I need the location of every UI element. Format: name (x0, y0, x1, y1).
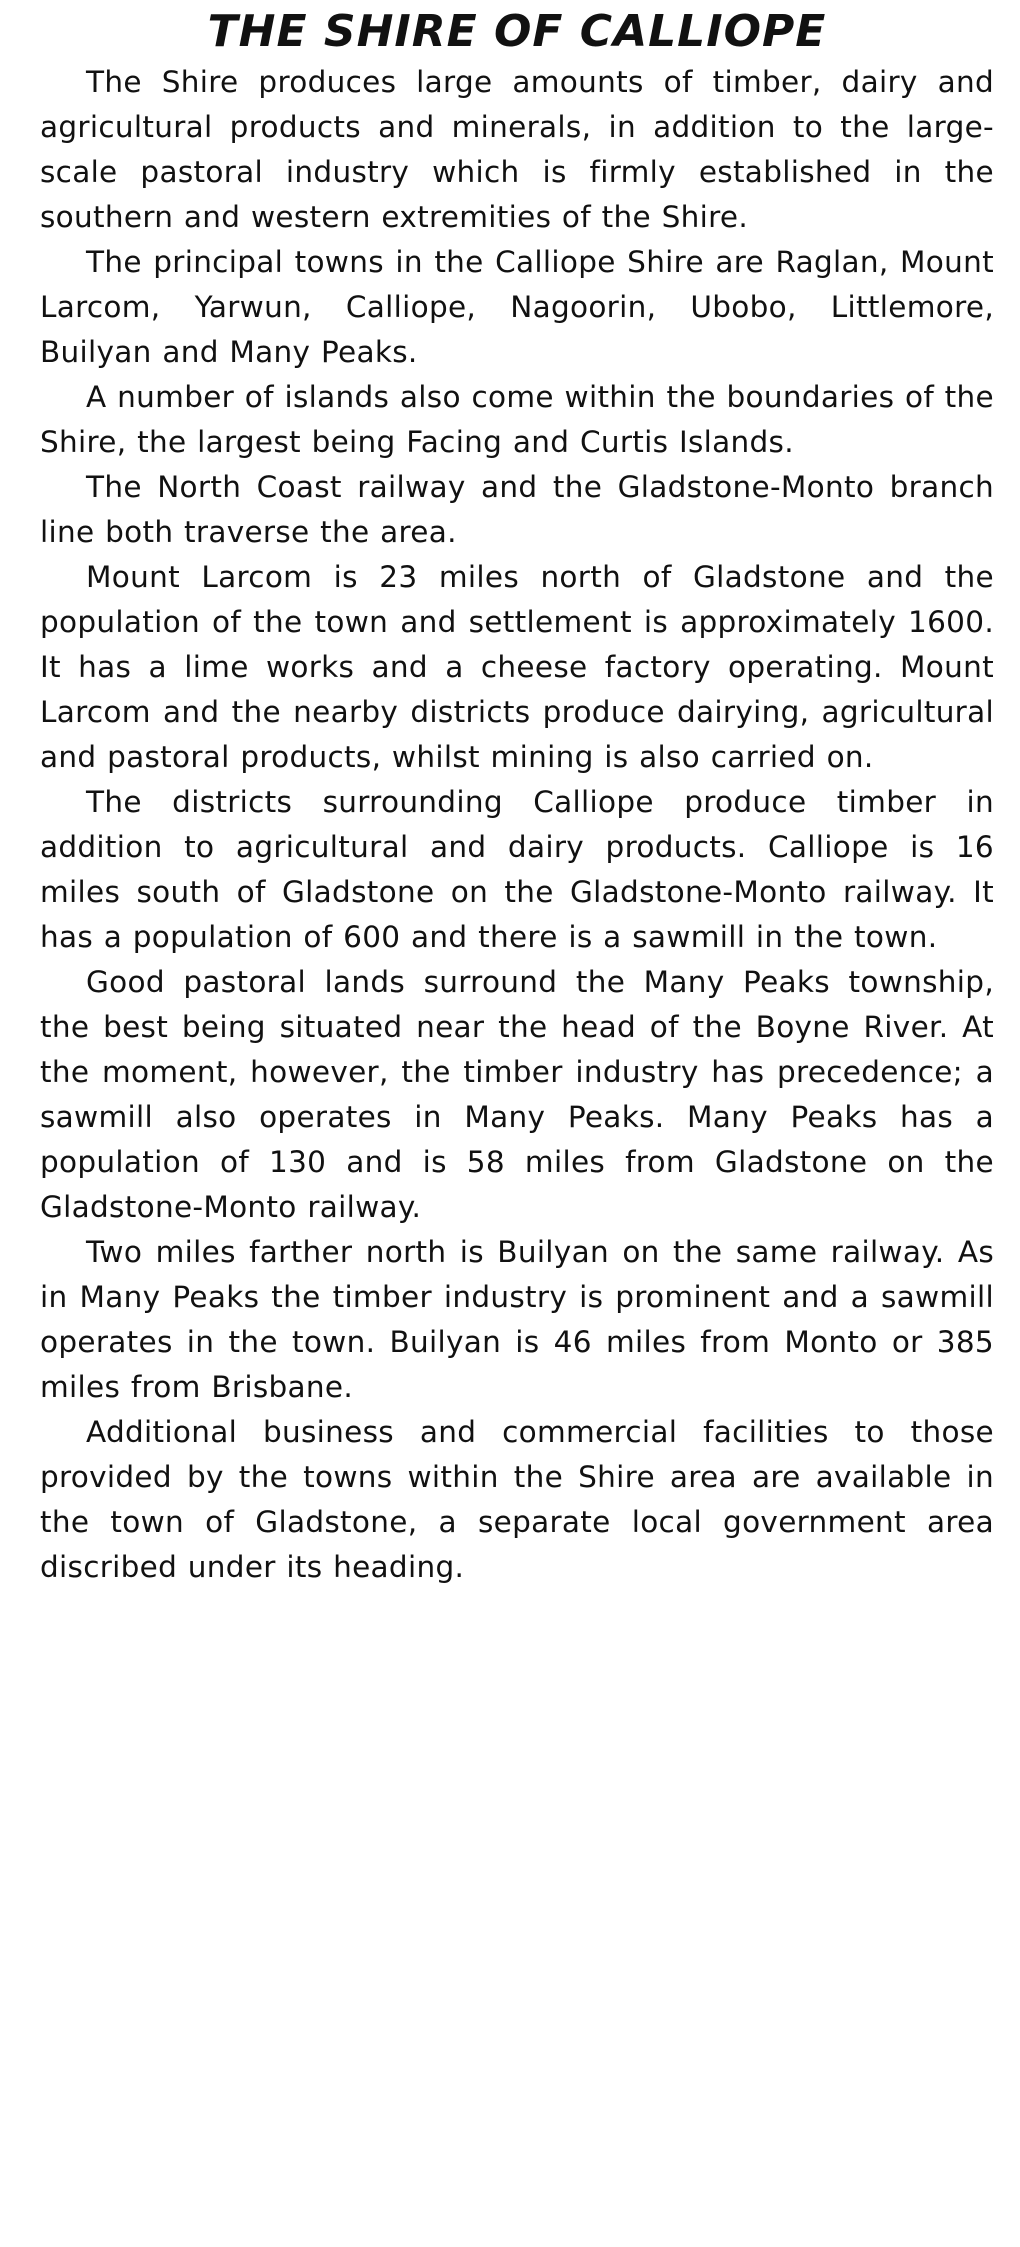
paragraph-mount-larcom: Mount Larcom is 23 miles north of Gladstone and the population of the town and settlement is approximately 1600. It has a lime works and a cheese factory operating. Mount Larcom and the nearby districts produce dairying, agricultural and pastoral products, whilst mining is also carried on. (40, 560, 994, 774)
paragraph-gladstone: Additional business and commercial facilities to those provided by the towns within the Shire area are available in the town of Gladstone, a separate local government area discribed under its heading. (40, 1415, 994, 1584)
paragraph-principal-towns: The principal towns in the Calliope Shire are Raglan, Mount Larcom, Yarwun, Calliope, Nagoorin, Ubobo, Littlemore, Builyan and Many Peaks. (40, 245, 994, 369)
paragraph-islands: A number of islands also come within the boundaries of the Shire, the largest being Facing and Curtis Islands. (40, 380, 994, 459)
paragraph-production: The Shire produces large amounts of timber, dairy and agricultural products and minerals, in addition to the large-scale pastoral industry which is firmly established in the southern and western extremities of the Shire. (40, 65, 994, 234)
paragraph-calliope: The districts surrounding Calliope produce timber in addition to agricultural and dairy products. Calliope is 16 miles south of Gladstone on the Gladstone-Monto railway. It has a population of 600 and there is a sawmill in the town. (40, 785, 994, 954)
paragraph-railways: The North Coast railway and the Gladstone-Monto branch line both traverse the area. (40, 470, 994, 549)
paragraph-many-peaks: Good pastoral lands surround the Many Peaks township, the best being situated near the head of the Boyne River. At the moment, however, the timber industry has precedence; a sawmill also operates in Many Peaks. Many Peaks has a population of 130 and is 58 miles from Gladstone on the Gladstone-Monto railway. (40, 965, 994, 1224)
article-title: THE SHIRE OF CALLIOPE (207, 6, 827, 57)
paragraph-builyan: Two miles farther north is Builyan on the same railway. As in Many Peaks the timber industry is prominent and a sawmill operates in the town. Builyan is 46 miles from Monto or 385 miles from Brisbane. (40, 1235, 994, 1404)
article (40, 0, 994, 1590)
